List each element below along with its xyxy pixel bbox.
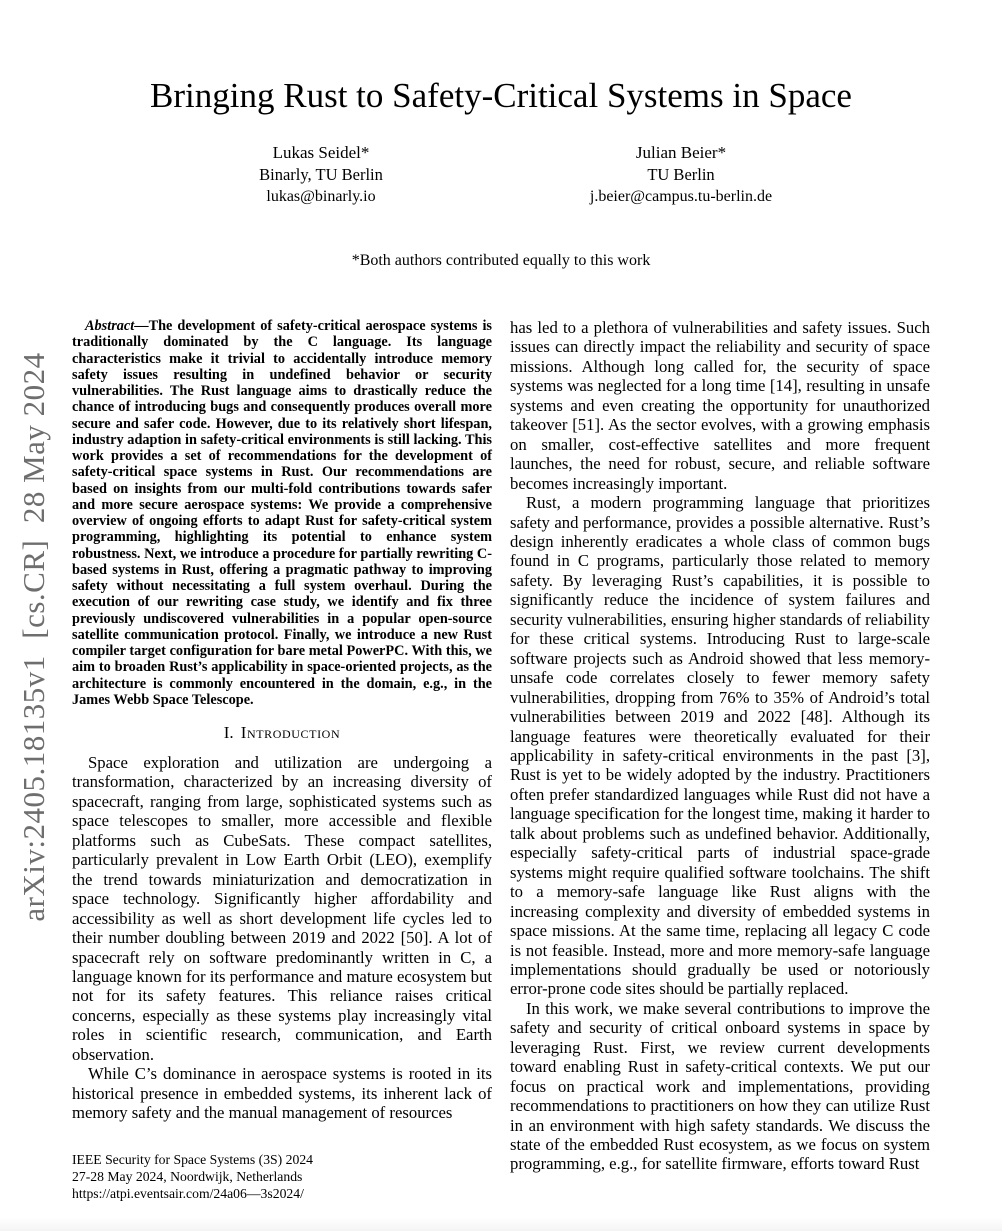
abstract-paragraph xyxy=(72,318,492,708)
authors-row xyxy=(0,142,1002,208)
author-name: Julian Beier* xyxy=(635,143,727,162)
author-name: Lukas Seidel* xyxy=(272,143,370,162)
author-affiliation: TU Berlin xyxy=(647,165,715,184)
author-block xyxy=(171,142,471,208)
right-column xyxy=(510,318,930,1174)
abstract-label: Abstract xyxy=(85,318,135,334)
body-paragraph: In this work, we make several contributions to improve the safety and security of critical onboard systems in space by leveraging Rust. First, we review current developments toward enabling Rust in safety-critical contexts. We put our focus on practical work and implementations, providing recommendations to practitioners on how they can utilize Rust in an environment with high safety standards. We discuss the state of the embedded Rust ecosystem, as we focus on system programming, e.g., for satellite firmware, efforts toward Rust xyxy=(510,998,930,1174)
footer-line-conference: IEEE Security for Space Systems (3S) 2024 xyxy=(72,1152,314,1167)
body-paragraph: Space exploration and utilization are undergoing a transformation, characterized by an increasing diversity of spacecraft, ranging from large, sophisticated systems such as space telescopes to smaller, more accessible and flexible platforms such as CubeSats. These compact satellites, particularly prevalent in Low Earth Orbit (LEO), exemplify the trend towards miniaturization and democratization in space technology. Significantly higher affordability and accessibility as well as short development life cycles led to their number doubling between 2019 and 2022 [50]. A lot of spacecraft rely on software predominantly written in C, a language known for its performance and mature ecosystem but not for its safety features. This reliance raises critical concerns, especially as these systems play increasingly vital roles in scientific research, communication, and Earth observation. xyxy=(72,753,492,1064)
body-paragraph: has led to a plethora of vulnerabilities and safety issues. Such issues can directly impact the reliability and security of space missions. Although long called for, the security of space systems was neglected for a long time [14], resulting in unsafe systems and even creating the opportunity for unauthorized takeover [51]. As the sector evolves, with a growing emphasis on smaller, cost-effective satellites and more frequent launches, the need for robust, secure, and reliable software becomes increasingly important. xyxy=(510,318,930,493)
left-column xyxy=(72,318,492,1174)
footer-line-date-location: 27-28 May 2024, Noordwijk, Netherlands xyxy=(72,1169,303,1184)
section-title: Introduction xyxy=(240,723,341,742)
two-column-body xyxy=(72,318,930,1174)
arxiv-watermark: arXiv:2405.18135v1 [cs.CR] 28 May 2024 xyxy=(16,352,51,922)
author-affiliation: Binarly, TU Berlin xyxy=(259,165,383,184)
author-email: j.beier@campus.tu-berlin.de xyxy=(589,188,773,205)
abstract-text: —The development of safety-critical aerospace systems is traditionally dominated by the C language. Its language characteristics make it trivial to accidentally introduce memory safety issues resulting in undefined behavior or security vulnerabilities. The Rust language aims to drastically reduce the chance of introducing bugs and consequently produces overall more secure and safer code. However, due to its relatively short lifespan, industry adaption in safety-critical environments is still lacking. This work provides a set of recommendations for the development of safety-critical space systems in Rust. Our recommendations are based on insights from our multi-fold contributions towards safer and more secure aerospace systems: We provide a comprehensive overview of ongoing efforts to adapt Rust for safety-critical system programming, highlighting its potential to enhance system robustness. Next, we introduce a procedure for partially rewriting C-based systems in Rust, offering a pragmatic pathway to improving safety without necessitating a full system overhaul. During the execution of our rewriting case study, we identify and fix three previously undiscovered vulnerabilities in a popular open-source satellite communication protocol. Finally, we introduce a new Rust compiler target configuration for bare metal PowerPC. With this, we aim to broaden Rust’s applicability in space-oriented projects, as the architecture is commonly encountered in the domain, e.g., in the James Webb Space Telescope. xyxy=(72,318,492,708)
contribution-note: *Both authors contributed equally to this work xyxy=(351,252,651,269)
body-paragraph: While C’s dominance in aerospace systems is rooted in its historical presence in embedded systems, its inherent lack of memory safety and the manual management of resources xyxy=(72,1064,492,1123)
paper-title: Bringing Rust to Safety-Critical Systems in Space xyxy=(150,76,852,115)
footer-line-url: https://atpi.eventsair.com/24a06—3s2024/ xyxy=(72,1186,304,1201)
section-number: I. xyxy=(223,723,234,742)
author-email: lukas@binarly.io xyxy=(266,188,376,205)
conference-footer xyxy=(72,1151,313,1202)
section-heading xyxy=(72,723,492,743)
body-paragraph: Rust, a modern programming language that prioritizes safety and performance, provides a possible alternative. Rust’s design inherently eradicates a whole class of common bugs found in C programs, particularly those related to memory safety. By leveraging Rust’s capabilities, it is possible to significantly reduce the incidence of system failures and security vulnerabilities, ensuring higher standards of reliability for these critical systems. Introducing Rust to large-scale software projects such as Android showed that less memory-unsafe code correlates closely to fewer memory safety vulnerabilities, dropping from 76% to 35% of Android’s total vulnerabilities between 2019 and 2022 [48]. Although its language features were theoretically evaluated for their applicability in safety-critical environments in the past [3], Rust is yet to be widely adopted by the industry. Practitioners often prefer standardized languages while Rust did not have a language specification for the longest time, making it harder to talk about problems such as undefined behavior. Additionally, especially safety-critical parts of industrial space-grade systems might require qualified software toolchains. The shift to a memory-safe language like Rust aligns with the increasing complexity and diversity of embedded systems in space missions. At the same time, replacing all legacy C code is not feasible. Instead, more and more memory-safe language implementations should gradually be used or notoriously error-prone code sites should be partially replaced. xyxy=(510,493,930,999)
author-block xyxy=(531,142,831,208)
